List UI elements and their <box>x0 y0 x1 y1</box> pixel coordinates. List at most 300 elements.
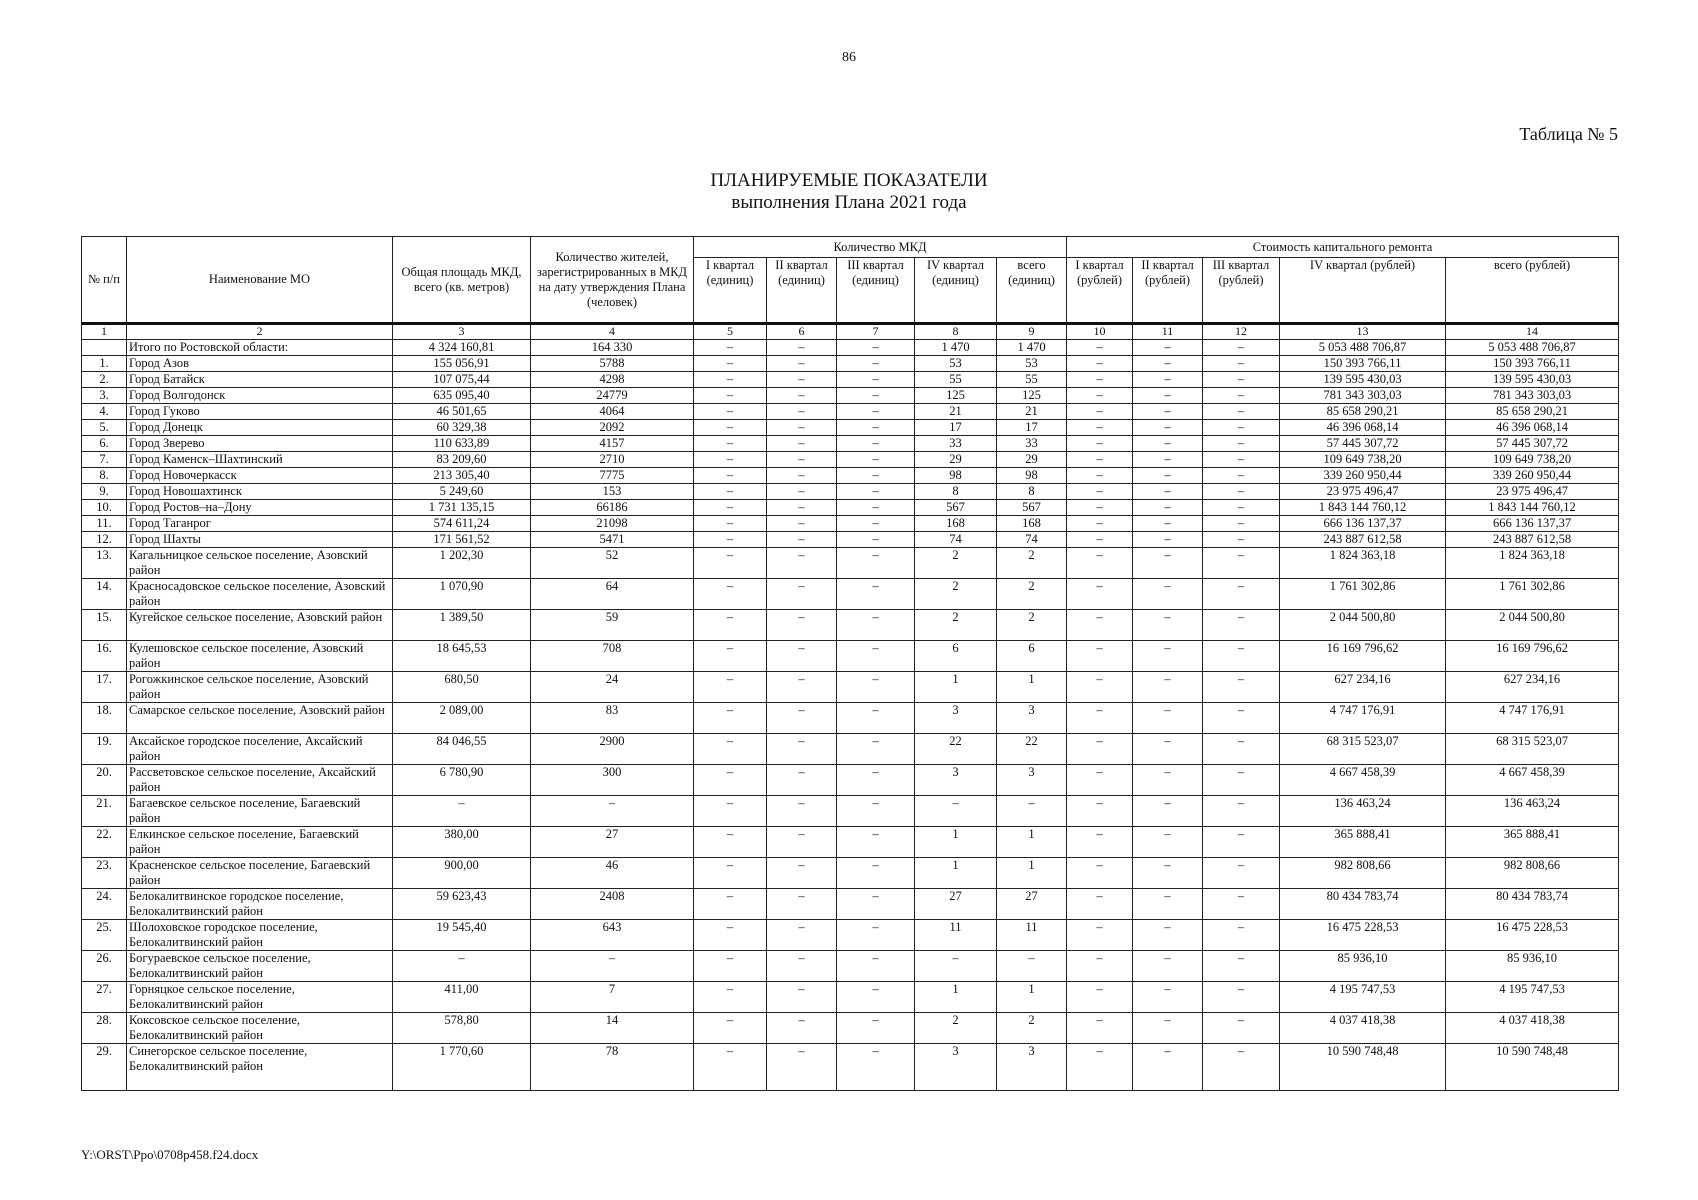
cost-q2-cell: – <box>1133 516 1203 532</box>
table-row <box>82 468 1619 484</box>
header-cost-group: Стоимость капитального ремонта <box>1067 237 1619 258</box>
mkd-total-cell: 2 <box>997 548 1067 579</box>
mkd-q3-cell: – <box>837 827 915 858</box>
cost-q1-cell: – <box>1067 340 1133 356</box>
mo-name-cell: Город Каменск–Шахтинский <box>127 452 393 468</box>
total-area-cell: 19 545,40 <box>393 920 531 951</box>
cost-total-cell: 57 445 307,72 <box>1446 436 1619 452</box>
cost-q4-cell: 1 824 363,18 <box>1280 548 1446 579</box>
total-area-cell: 2 089,00 <box>393 703 531 734</box>
table-row <box>82 532 1619 548</box>
cost-q2-cell: – <box>1133 500 1203 516</box>
page-number: 86 <box>842 50 856 65</box>
row-number-cell: 13. <box>82 548 127 579</box>
mo-name-cell: Город Новочеркасск <box>127 468 393 484</box>
cost-total-cell: 1 843 144 760,12 <box>1446 500 1619 516</box>
residents-cell: 2710 <box>531 452 694 468</box>
mkd-q3-cell: – <box>837 548 915 579</box>
total-area-cell: 1 202,30 <box>393 548 531 579</box>
column-number: 1 <box>82 324 127 340</box>
mo-name-cell: Самарское сельское поселение, Азовский район <box>127 703 393 734</box>
cost-q3-cell: – <box>1203 858 1280 889</box>
header-cost-q1: I квартал (рублей) <box>1067 258 1133 324</box>
mkd-q3-cell: – <box>837 388 915 404</box>
cost-q1-cell: – <box>1067 468 1133 484</box>
residents-cell: 52 <box>531 548 694 579</box>
table-row <box>82 858 1619 889</box>
total-area-cell: 59 623,43 <box>393 889 531 920</box>
mkd-total-cell: 74 <box>997 532 1067 548</box>
cost-q1-cell: – <box>1067 436 1133 452</box>
cost-total-cell: 365 888,41 <box>1446 827 1619 858</box>
row-number-cell: 29. <box>82 1044 127 1091</box>
mkd-q3-cell: – <box>837 920 915 951</box>
mkd-total-cell: 22 <box>997 734 1067 765</box>
total-area-cell: 4 324 160,81 <box>393 340 531 356</box>
cost-q1-cell: – <box>1067 388 1133 404</box>
total-area-cell: 5 249,60 <box>393 484 531 500</box>
row-number-cell: 26. <box>82 951 127 982</box>
cost-q4-cell: 666 136 137,37 <box>1280 516 1446 532</box>
mkd-q2-cell: – <box>767 404 837 420</box>
row-number-cell: 11. <box>82 516 127 532</box>
cost-q4-cell: 1 761 302,86 <box>1280 579 1446 610</box>
residents-cell: 59 <box>531 610 694 641</box>
cost-q3-cell: – <box>1203 641 1280 672</box>
mkd-q1-cell: – <box>694 1013 767 1044</box>
mkd-q3-cell: – <box>837 356 915 372</box>
cost-total-cell: 982 808,66 <box>1446 858 1619 889</box>
cost-q3-cell: – <box>1203 951 1280 982</box>
mkd-q3-cell: – <box>837 452 915 468</box>
cost-q4-cell: 365 888,41 <box>1280 827 1446 858</box>
mkd-q4-cell: 21 <box>915 404 997 420</box>
mkd-q4-cell: 1 470 <box>915 340 997 356</box>
mkd-q4-cell: 2 <box>915 1013 997 1044</box>
cost-q1-cell: – <box>1067 356 1133 372</box>
residents-cell: 4064 <box>531 404 694 420</box>
mo-name-cell: Город Азов <box>127 356 393 372</box>
table-row <box>82 610 1619 641</box>
mkd-q4-cell: 98 <box>915 468 997 484</box>
cost-q2-cell: – <box>1133 404 1203 420</box>
cost-q1-cell: – <box>1067 420 1133 436</box>
cost-q1-cell: – <box>1067 1013 1133 1044</box>
mkd-q1-cell: – <box>694 468 767 484</box>
row-number-cell: 3. <box>82 388 127 404</box>
mkd-q2-cell: – <box>767 982 837 1013</box>
header-cost-q3: III квартал (рублей) <box>1203 258 1280 324</box>
cost-q1-cell: – <box>1067 532 1133 548</box>
cost-q4-cell: 982 808,66 <box>1280 858 1446 889</box>
mkd-q2-cell: – <box>767 703 837 734</box>
total-area-cell: – <box>393 951 531 982</box>
mkd-q4-cell: – <box>915 796 997 827</box>
mkd-total-cell: 21 <box>997 404 1067 420</box>
cost-total-cell: 136 463,24 <box>1446 796 1619 827</box>
mkd-q4-cell: 6 <box>915 641 997 672</box>
mkd-q2-cell: – <box>767 920 837 951</box>
row-number-cell <box>82 340 127 356</box>
cost-total-cell: 4 667 458,39 <box>1446 765 1619 796</box>
cost-total-cell: 23 975 496,47 <box>1446 484 1619 500</box>
column-number: 2 <box>127 324 393 340</box>
mkd-q2-cell: – <box>767 548 837 579</box>
cost-q2-cell: – <box>1133 858 1203 889</box>
cost-q1-cell: – <box>1067 796 1133 827</box>
residents-cell: 5471 <box>531 532 694 548</box>
cost-q4-cell: 57 445 307,72 <box>1280 436 1446 452</box>
mkd-q4-cell: 29 <box>915 452 997 468</box>
column-number: 11 <box>1133 324 1203 340</box>
cost-q4-cell: 16 475 228,53 <box>1280 920 1446 951</box>
header-mkd-q1: I квартал (единиц) <box>694 258 767 324</box>
cost-q4-cell: 46 396 068,14 <box>1280 420 1446 436</box>
cost-total-cell: 16 169 796,62 <box>1446 641 1619 672</box>
total-area-cell: 578,80 <box>393 1013 531 1044</box>
row-number-cell: 18. <box>82 703 127 734</box>
cost-q3-cell: – <box>1203 672 1280 703</box>
row-number-cell: 10. <box>82 500 127 516</box>
residents-cell: 300 <box>531 765 694 796</box>
cost-total-cell: 627 234,16 <box>1446 672 1619 703</box>
mkd-q1-cell: – <box>694 889 767 920</box>
table-row <box>82 484 1619 500</box>
mkd-total-cell: 53 <box>997 356 1067 372</box>
cost-q3-cell: – <box>1203 1044 1280 1091</box>
cost-q2-cell: – <box>1133 1013 1203 1044</box>
cost-q3-cell: – <box>1203 516 1280 532</box>
column-number: 5 <box>694 324 767 340</box>
mkd-q3-cell: – <box>837 858 915 889</box>
mkd-q1-cell: – <box>694 388 767 404</box>
header-mkd-q4: IV квартал (единиц) <box>915 258 997 324</box>
mkd-q1-cell: – <box>694 436 767 452</box>
cost-q4-cell: 150 393 766,11 <box>1280 356 1446 372</box>
cost-q1-cell: – <box>1067 734 1133 765</box>
mkd-q2-cell: – <box>767 452 837 468</box>
row-number-cell: 22. <box>82 827 127 858</box>
mo-name-cell: Кулешовское сельское поселение, Азовский район <box>127 641 393 672</box>
mkd-q4-cell: 55 <box>915 372 997 388</box>
cost-q1-cell: – <box>1067 610 1133 641</box>
mkd-q2-cell: – <box>767 672 837 703</box>
mkd-q3-cell: – <box>837 372 915 388</box>
cost-q3-cell: – <box>1203 889 1280 920</box>
mkd-total-cell: 1 <box>997 672 1067 703</box>
mo-name-cell: Итого по Ростовской области: <box>127 340 393 356</box>
mkd-total-cell: 567 <box>997 500 1067 516</box>
mo-name-cell: Город Донецк <box>127 420 393 436</box>
mkd-q3-cell: – <box>837 610 915 641</box>
table-row <box>82 452 1619 468</box>
mkd-q1-cell: – <box>694 641 767 672</box>
table-row <box>82 734 1619 765</box>
cost-q2-cell: – <box>1133 388 1203 404</box>
header-num: № п/п <box>82 237 127 324</box>
table-row <box>82 827 1619 858</box>
cost-q4-cell: 4 667 458,39 <box>1280 765 1446 796</box>
cost-q4-cell: 4 195 747,53 <box>1280 982 1446 1013</box>
total-area-cell: 680,50 <box>393 672 531 703</box>
mo-name-cell: Город Батайск <box>127 372 393 388</box>
residents-cell: 2900 <box>531 734 694 765</box>
cost-q3-cell: – <box>1203 734 1280 765</box>
total-area-cell: 155 056,91 <box>393 356 531 372</box>
mkd-total-cell: 33 <box>997 436 1067 452</box>
cost-q4-cell: 4 747 176,91 <box>1280 703 1446 734</box>
cost-q3-cell: – <box>1203 920 1280 951</box>
table-row <box>82 1044 1619 1091</box>
cost-total-cell: 4 195 747,53 <box>1446 982 1619 1013</box>
cost-q1-cell: – <box>1067 982 1133 1013</box>
table-row <box>82 765 1619 796</box>
mkd-q4-cell: 1 <box>915 982 997 1013</box>
cost-q1-cell: – <box>1067 858 1133 889</box>
table-body <box>82 340 1619 1091</box>
total-area-cell: 171 561,52 <box>393 532 531 548</box>
mkd-q4-cell: 11 <box>915 920 997 951</box>
total-area-cell: 110 633,89 <box>393 436 531 452</box>
cost-q1-cell: – <box>1067 765 1133 796</box>
cost-q4-cell: 136 463,24 <box>1280 796 1446 827</box>
cost-total-cell: 243 887 612,58 <box>1446 532 1619 548</box>
cost-total-cell: 5 053 488 706,87 <box>1446 340 1619 356</box>
cost-q2-cell: – <box>1133 372 1203 388</box>
cost-q3-cell: – <box>1203 1013 1280 1044</box>
cost-q1-cell: – <box>1067 951 1133 982</box>
table-row <box>82 500 1619 516</box>
residents-cell: 164 330 <box>531 340 694 356</box>
mkd-q3-cell: – <box>837 765 915 796</box>
mkd-q3-cell: – <box>837 420 915 436</box>
residents-cell: 5788 <box>531 356 694 372</box>
column-number: 13 <box>1280 324 1446 340</box>
mkd-q2-cell: – <box>767 858 837 889</box>
mkd-q3-cell: – <box>837 404 915 420</box>
mkd-q2-cell: – <box>767 951 837 982</box>
mo-name-cell: Синегорское сельское поселение, Белокалитвинский район <box>127 1044 393 1091</box>
cost-q3-cell: – <box>1203 388 1280 404</box>
cost-total-cell: 80 434 783,74 <box>1446 889 1619 920</box>
mkd-q1-cell: – <box>694 548 767 579</box>
residents-cell: 7 <box>531 982 694 1013</box>
mkd-q1-cell: – <box>694 734 767 765</box>
mkd-q2-cell: – <box>767 356 837 372</box>
plan-table <box>81 236 1619 1091</box>
mkd-q4-cell: 168 <box>915 516 997 532</box>
table-row <box>82 436 1619 452</box>
cost-q2-cell: – <box>1133 982 1203 1013</box>
residents-cell: 643 <box>531 920 694 951</box>
table-row <box>82 516 1619 532</box>
mo-name-cell: Красносадовское сельское поселение, Азовский район <box>127 579 393 610</box>
header-area: Общая площадь МКД, всего (кв. метров) <box>393 237 531 324</box>
table-row <box>82 920 1619 951</box>
mo-name-cell: Город Таганрог <box>127 516 393 532</box>
residents-cell: 46 <box>531 858 694 889</box>
table-row <box>82 1013 1619 1044</box>
mkd-q4-cell: 27 <box>915 889 997 920</box>
row-number-cell: 8. <box>82 468 127 484</box>
mkd-q4-cell: 1 <box>915 827 997 858</box>
column-number: 4 <box>531 324 694 340</box>
cost-total-cell: 109 649 738,20 <box>1446 452 1619 468</box>
table-row <box>82 388 1619 404</box>
mkd-q1-cell: – <box>694 796 767 827</box>
cost-q4-cell: 80 434 783,74 <box>1280 889 1446 920</box>
cost-q2-cell: – <box>1133 484 1203 500</box>
mo-name-cell: Город Шахты <box>127 532 393 548</box>
table-row <box>82 404 1619 420</box>
cost-q4-cell: 627 234,16 <box>1280 672 1446 703</box>
mkd-q2-cell: – <box>767 484 837 500</box>
residents-cell: 27 <box>531 827 694 858</box>
cost-q3-cell: – <box>1203 372 1280 388</box>
residents-cell: 66186 <box>531 500 694 516</box>
cost-q1-cell: – <box>1067 500 1133 516</box>
row-number-cell: 7. <box>82 452 127 468</box>
mkd-q1-cell: – <box>694 951 767 982</box>
table-row <box>82 796 1619 827</box>
total-area-cell: 107 075,44 <box>393 372 531 388</box>
cost-total-cell: 4 747 176,91 <box>1446 703 1619 734</box>
mo-name-cell: Кагальницкое сельское поселение, Азовский район <box>127 548 393 579</box>
cost-q4-cell: 4 037 418,38 <box>1280 1013 1446 1044</box>
mkd-q2-cell: – <box>767 372 837 388</box>
mkd-q4-cell: 1 <box>915 858 997 889</box>
mkd-q4-cell: 22 <box>915 734 997 765</box>
mkd-q1-cell: – <box>694 484 767 500</box>
mkd-q1-cell: – <box>694 920 767 951</box>
mkd-total-cell: 17 <box>997 420 1067 436</box>
row-number-cell: 25. <box>82 920 127 951</box>
mkd-q3-cell: – <box>837 1013 915 1044</box>
cost-q1-cell: – <box>1067 404 1133 420</box>
mkd-q4-cell: 3 <box>915 1044 997 1091</box>
cost-total-cell: 4 037 418,38 <box>1446 1013 1619 1044</box>
mkd-q4-cell: – <box>915 951 997 982</box>
cost-total-cell: 46 396 068,14 <box>1446 420 1619 436</box>
mkd-q1-cell: – <box>694 500 767 516</box>
cost-q1-cell: – <box>1067 703 1133 734</box>
row-number-cell: 9. <box>82 484 127 500</box>
mkd-q3-cell: – <box>837 672 915 703</box>
mkd-q4-cell: 74 <box>915 532 997 548</box>
table-row <box>82 548 1619 579</box>
title-line-2: выполнения Плана 2021 года <box>731 192 967 213</box>
mkd-q2-cell: – <box>767 436 837 452</box>
mkd-q3-cell: – <box>837 579 915 610</box>
cost-q3-cell: – <box>1203 500 1280 516</box>
mkd-total-cell: 2 <box>997 1013 1067 1044</box>
mkd-q1-cell: – <box>694 420 767 436</box>
mkd-q3-cell: – <box>837 532 915 548</box>
mkd-q4-cell: 3 <box>915 765 997 796</box>
cost-q2-cell: – <box>1133 889 1203 920</box>
table-row <box>82 372 1619 388</box>
cost-q4-cell: 109 649 738,20 <box>1280 452 1446 468</box>
table-row <box>82 889 1619 920</box>
cost-q1-cell: – <box>1067 920 1133 951</box>
column-number: 7 <box>837 324 915 340</box>
mo-name-cell: Город Новошахтинск <box>127 484 393 500</box>
cost-q4-cell: 2 044 500,80 <box>1280 610 1446 641</box>
mkd-q2-cell: – <box>767 388 837 404</box>
cost-q2-cell: – <box>1133 468 1203 484</box>
total-area-cell: 1 070,90 <box>393 579 531 610</box>
header-cost-q4: IV квартал (рублей) <box>1280 258 1446 324</box>
mkd-q2-cell: – <box>767 734 837 765</box>
mkd-q1-cell: – <box>694 610 767 641</box>
table-row <box>82 579 1619 610</box>
mkd-q3-cell: – <box>837 484 915 500</box>
mkd-q2-cell: – <box>767 796 837 827</box>
row-number-cell: 4. <box>82 404 127 420</box>
total-area-cell: 60 329,38 <box>393 420 531 436</box>
mo-name-cell: Коксовское сельское поселение, Белокалитвинский район <box>127 1013 393 1044</box>
total-area-cell: 411,00 <box>393 982 531 1013</box>
total-area-cell: 213 305,40 <box>393 468 531 484</box>
cost-q2-cell: – <box>1133 1044 1203 1091</box>
mkd-q1-cell: – <box>694 404 767 420</box>
cost-q3-cell: – <box>1203 436 1280 452</box>
mkd-q2-cell: – <box>767 420 837 436</box>
mo-name-cell: Город Волгодонск <box>127 388 393 404</box>
header-residents: Количество жителей, зарегистрированных в МКД на дату утверждения Плана (человек) <box>531 237 694 324</box>
cost-q4-cell: 68 315 523,07 <box>1280 734 1446 765</box>
total-area-cell: 6 780,90 <box>393 765 531 796</box>
mkd-q2-cell: – <box>767 641 837 672</box>
cost-q2-cell: – <box>1133 827 1203 858</box>
cost-q2-cell: – <box>1133 340 1203 356</box>
mkd-q3-cell: – <box>837 889 915 920</box>
mkd-total-cell: 27 <box>997 889 1067 920</box>
cost-q2-cell: – <box>1133 452 1203 468</box>
cost-q4-cell: 23 975 496,47 <box>1280 484 1446 500</box>
mkd-q4-cell: 2 <box>915 579 997 610</box>
cost-q4-cell: 1 843 144 760,12 <box>1280 500 1446 516</box>
mkd-q1-cell: – <box>694 452 767 468</box>
row-number-cell: 2. <box>82 372 127 388</box>
mkd-total-cell: 3 <box>997 703 1067 734</box>
residents-cell: – <box>531 951 694 982</box>
total-area-cell: 18 645,53 <box>393 641 531 672</box>
residents-cell: 78 <box>531 1044 694 1091</box>
mkd-q1-cell: – <box>694 340 767 356</box>
mkd-q1-cell: – <box>694 982 767 1013</box>
header-mkd-total: всего (единиц) <box>997 258 1067 324</box>
cost-q3-cell: – <box>1203 468 1280 484</box>
table-row <box>82 420 1619 436</box>
row-number-cell: 24. <box>82 889 127 920</box>
table-row <box>82 356 1619 372</box>
mkd-q4-cell: 8 <box>915 484 997 500</box>
residents-cell: 7775 <box>531 468 694 484</box>
mkd-total-cell: 2 <box>997 610 1067 641</box>
table-total-row <box>82 340 1619 356</box>
cost-total-cell: 139 595 430,03 <box>1446 372 1619 388</box>
row-number-cell: 19. <box>82 734 127 765</box>
cost-q1-cell: – <box>1067 641 1133 672</box>
mkd-q3-cell: – <box>837 982 915 1013</box>
row-number-cell: 1. <box>82 356 127 372</box>
mo-name-cell: Красненское сельское поселение, Багаевский район <box>127 858 393 889</box>
mkd-total-cell: 98 <box>997 468 1067 484</box>
mkd-q2-cell: – <box>767 1013 837 1044</box>
mkd-q3-cell: – <box>837 641 915 672</box>
mkd-q3-cell: – <box>837 703 915 734</box>
